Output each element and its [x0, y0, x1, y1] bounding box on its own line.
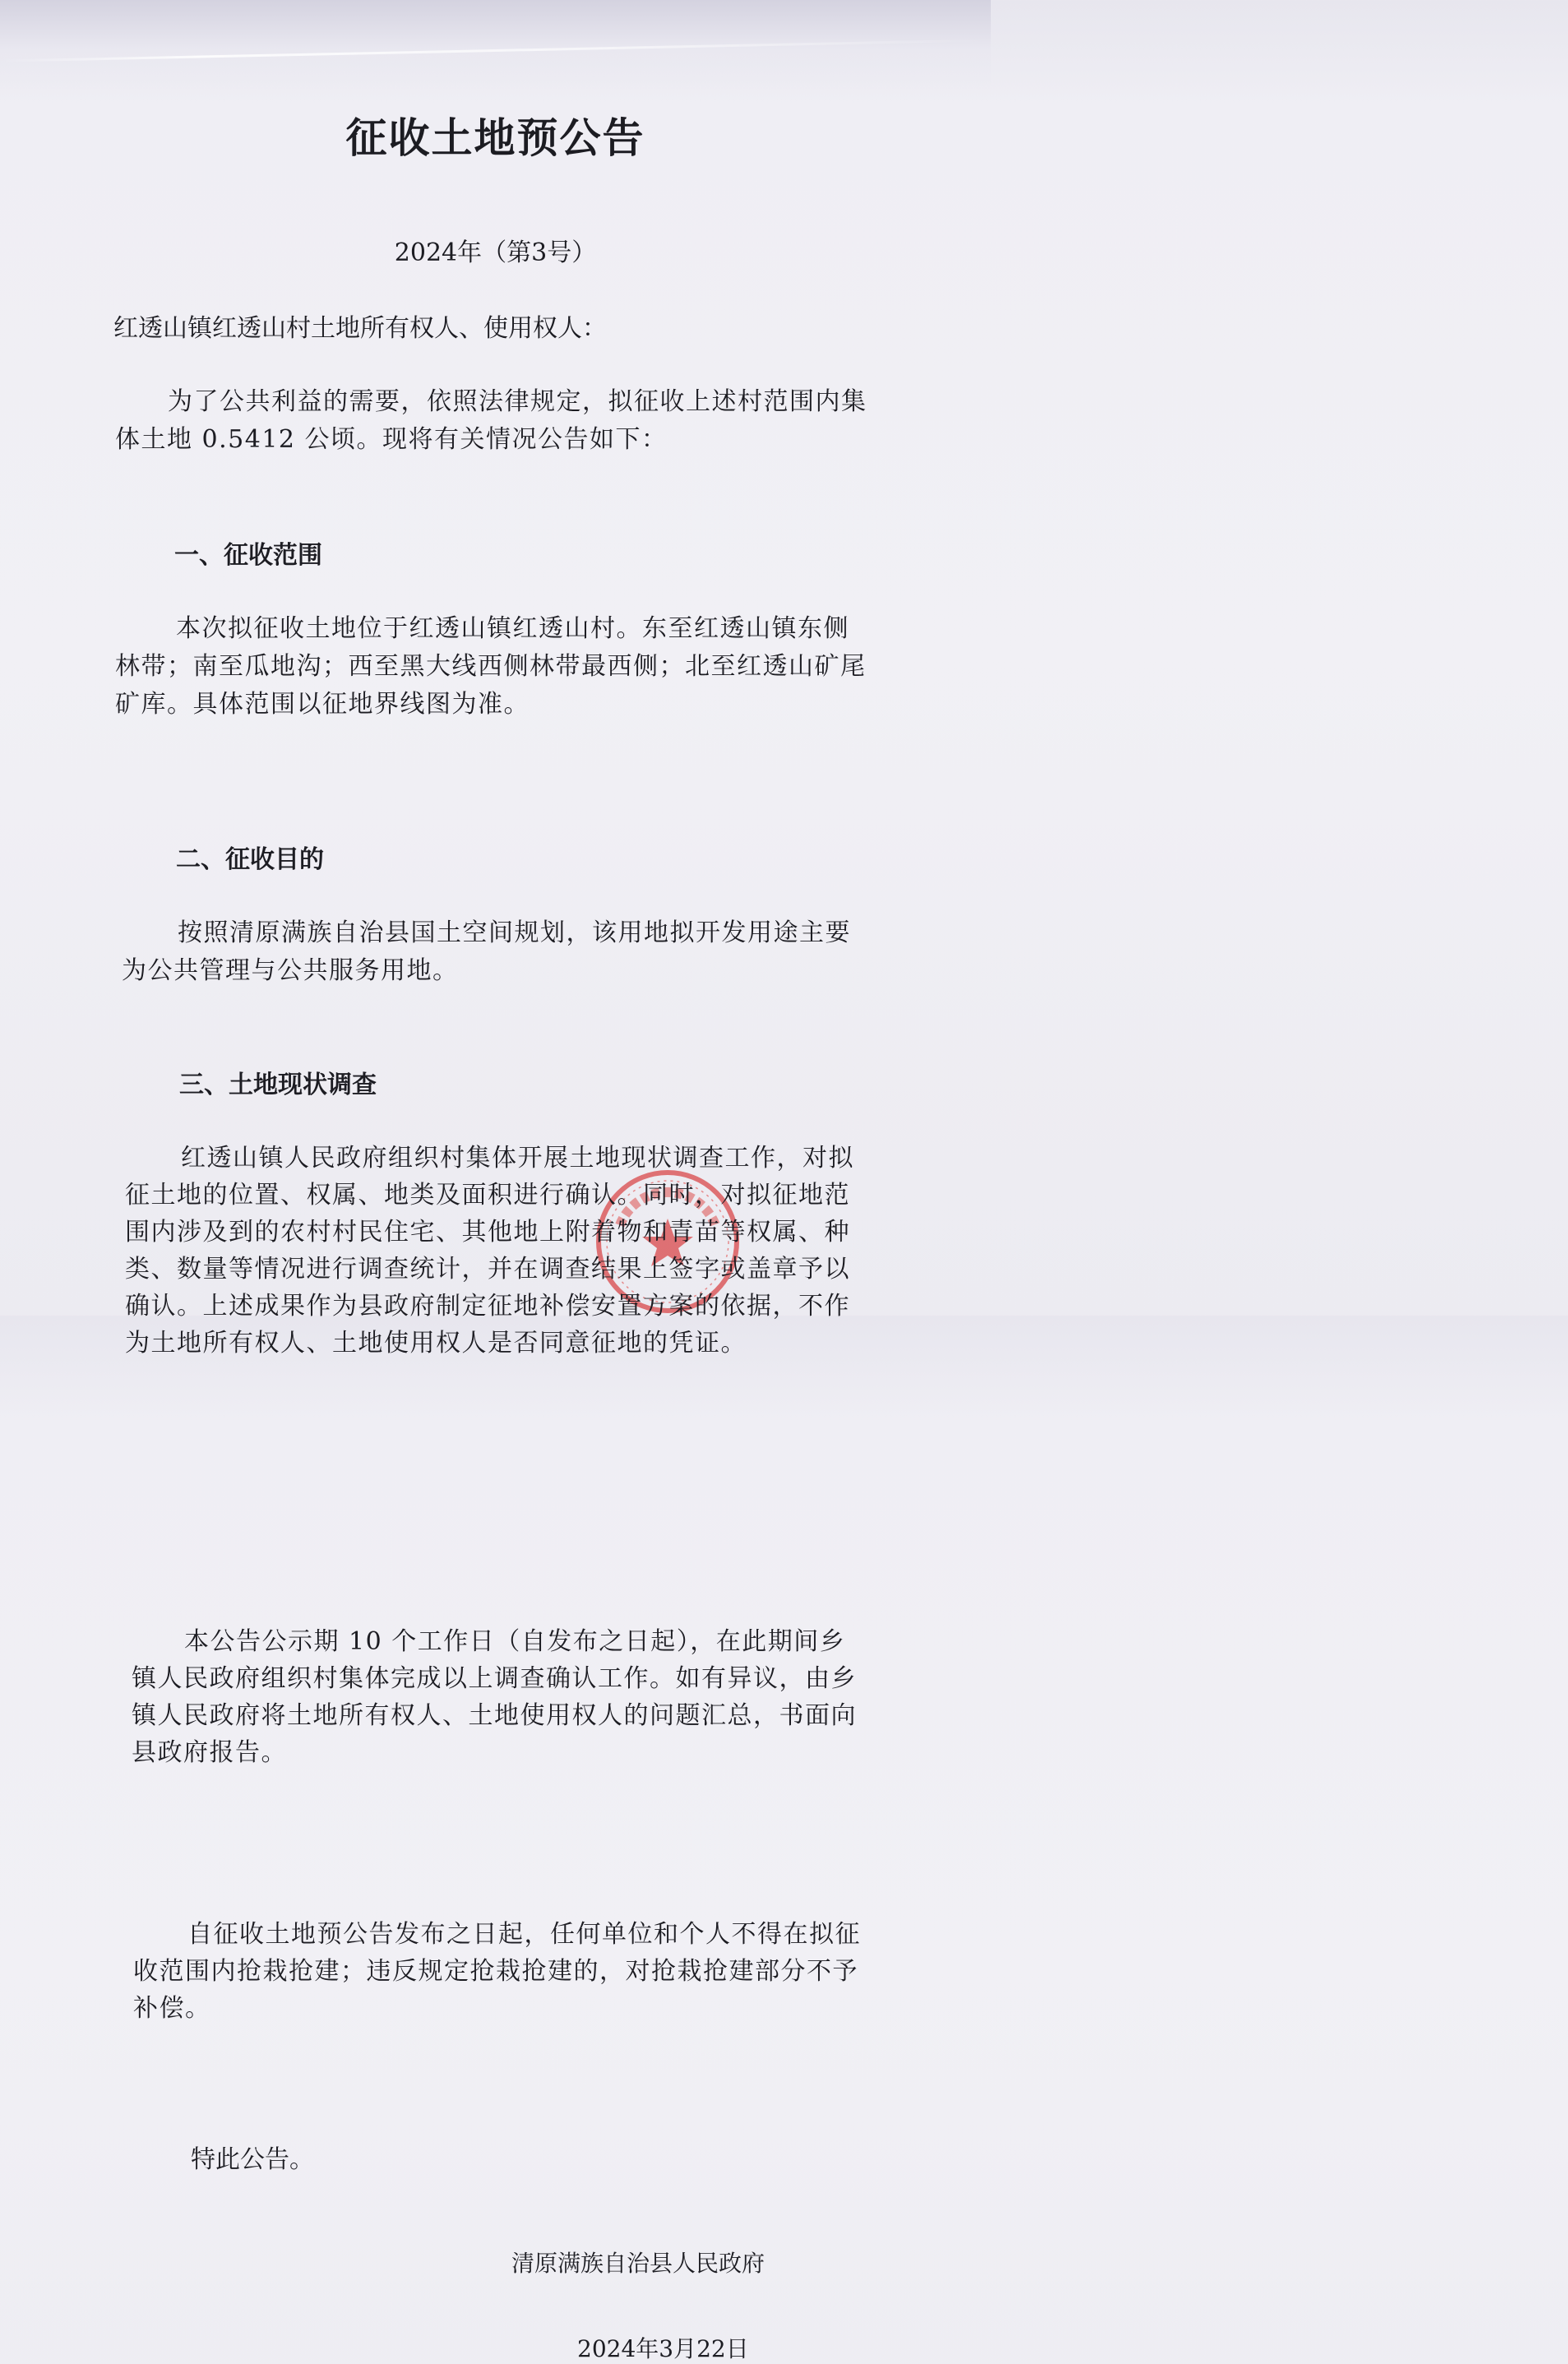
addressee: 红透山镇红透山村土地所有权人、使用权人： [113, 314, 607, 343]
section-heading-survey: 三、土地现状调查 [179, 1071, 377, 1099]
intro-paragraph: 为了公共利益的需要，依照法律规定，拟征收上述村范围内集体土地 0.5412 公顷。现将有关情况公告如下： [115, 387, 867, 454]
section-body-scope: 本次拟征收土地位于红透山镇红透山村。东至红透山镇东侧林带；南至瓜地沟；西至黑大线西侧林带最西侧；北至红透山矿尾矿库。具体范围以征地界线图为准。 [115, 614, 867, 719]
document-number: 2024年（第3号） [394, 238, 597, 267]
section-heading-purpose: 二、征收目的 [176, 845, 324, 874]
notice-title: 征收土地预公告 [345, 114, 645, 162]
section-body-purpose: 按照清原满族自治县国土空间规划，该用地拟开发用途主要为公共管理与公共服务用地。 [122, 918, 851, 985]
issuing-authority: 清原满族自治县人民政府 [511, 2250, 765, 2277]
prohibition-paragraph: 自征收土地预公告发布之日起，任何单位和个人不得在拟征收范围内抢栽抢建；违反规定抢栽抢建的，对抢栽抢建部分不予补偿。 [133, 1920, 861, 2023]
publicity-paragraph: 本公告公示期 10 个工作日（自发布之日起），在此期间乡镇人民政府组织村集体完成以上调查确认工作。如有异议，由乡镇人民政府将土地所有权人、土地使用权人的问题汇总，书面向县政府报告。 [132, 1627, 857, 1767]
section-body-survey: 红透山镇人民政府组织村集体开展土地现状调查工作，对拟征土地的位置、权属、地类及面积进行确认。同时，对拟征地范围内涉及到的农村村民住宅、其他地上附着物和青苗等权属、种类、数量等情况进行调查统计，并在调查结果上签字或盖章予以确认。上述成果作为县政府制定征地补偿安置方案的依据，不作为土地所有权人、土地使用权人是否同意征地的凭证。 [125, 1144, 854, 1358]
issue-date: 2024年3月22日 [577, 2335, 749, 2362]
closing-phrase: 特此公告。 [191, 2145, 314, 2174]
plastic-cover-sheen [0, 0, 991, 90]
section-heading-scope: 一、征收范围 [174, 541, 322, 570]
